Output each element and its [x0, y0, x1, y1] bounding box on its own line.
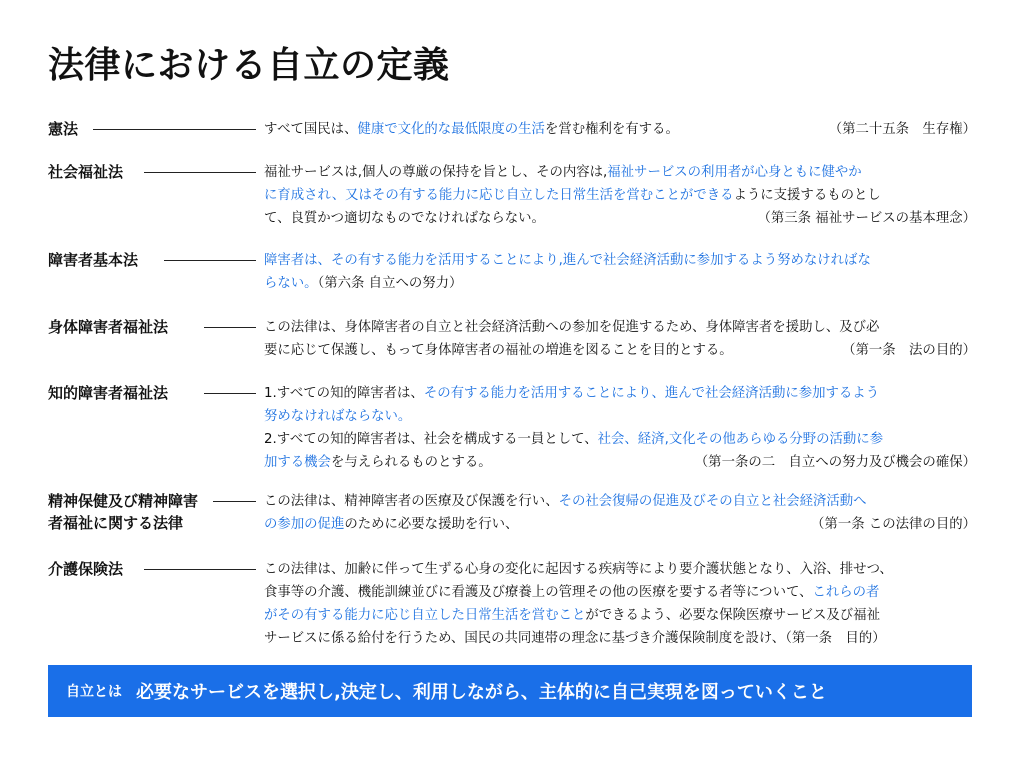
law-text-line: [264, 118, 976, 141]
text-segment: サービスに係る給付を行うため、国民の共同連帯の理念に基づき介護保険制度を設け、（第一条 目的）: [264, 631, 886, 646]
highlighted-text: 加する機会: [264, 455, 331, 470]
leader-line: [144, 172, 256, 173]
law-text-line: [264, 207, 976, 230]
banner-text: 必要なサービスを選択し,決定し、利用しながら、主体的に自己実現を図っていくこと: [136, 682, 827, 703]
law-text-line: [264, 490, 976, 513]
law-name: 社会福祉法: [48, 163, 124, 181]
law-name: 身体障害者福祉法: [48, 318, 169, 336]
law-text: [264, 382, 976, 474]
law-text-line: [264, 249, 976, 272]
law-name: 障害者基本法: [48, 251, 139, 269]
highlighted-text: 福祉サービスの利用者が心身ともに健やか: [607, 165, 862, 180]
law-name: 介護保険法: [48, 560, 124, 578]
law-text: [264, 558, 976, 650]
highlighted-text: らない。: [264, 276, 318, 291]
leader-line: [213, 501, 256, 502]
law-name-line: 精神保健及び精神障害: [48, 492, 199, 510]
law-text-line: [264, 316, 976, 339]
law-text-line: [264, 405, 976, 428]
law-text: [264, 249, 976, 295]
law-text-line: [264, 451, 976, 474]
highlighted-text: 健康で文化的な最低限度の生活: [357, 122, 545, 137]
text-segment: 要に応じて保護し、もって身体障害者の福祉の増進を図ることを目的とする。: [264, 343, 733, 358]
law-text-line: [264, 184, 976, 207]
article-reference: （第一条 法の目的）: [842, 343, 976, 358]
text-segment: のために必要な援助を行い、: [344, 517, 519, 532]
text-segment: この法律は、精神障害者の医療及び保護を行い、: [264, 494, 559, 509]
highlighted-text: その社会復帰の促進及びその自立と社会経済活動へ: [558, 494, 867, 509]
highlighted-text: 努めなければならない。: [264, 409, 412, 424]
law-text-line: [264, 272, 976, 295]
law-name: 憲法: [48, 120, 79, 138]
leader-line: [164, 260, 256, 261]
highlighted-text: その有する能力を活用することにより、進んで社会経済活動に参加するよう: [423, 386, 880, 401]
text-segment: を営む権利を有する。: [544, 122, 679, 137]
highlighted-text: に育成され、又はその有する能力に応じ自立した日常生活を営むことができる: [264, 188, 734, 203]
highlighted-text: 障害者は、その有する能力を活用することにより,進んで社会経済活動に参加するよう努めなければな: [264, 253, 871, 268]
article-reference: （第二十五条 生存権）: [828, 122, 976, 137]
law-text: [264, 118, 976, 141]
law-entry: [48, 249, 978, 309]
text-segment: 1.すべての知的障害者は、: [264, 386, 424, 401]
law-text-line: [264, 382, 976, 405]
law-entry: [48, 558, 978, 646]
text-segment: （第六条 自立への努力）: [317, 276, 463, 291]
law-text-line: [264, 558, 976, 581]
article-reference: （第一条 この法律の目的）: [811, 517, 976, 532]
highlighted-text: の参加の促進: [264, 517, 345, 532]
law-name: [48, 490, 198, 534]
article-reference: （第三条 福祉サービスの基本理念）: [757, 211, 976, 226]
law-text-line: [264, 604, 976, 627]
law-text: [264, 490, 976, 536]
law-entry: [48, 490, 978, 550]
text-segment: ように支援するものとし: [733, 188, 881, 203]
law-text: [264, 161, 976, 230]
page-title: 法律における自立の定義: [48, 45, 450, 86]
leader-line: [204, 393, 256, 394]
law-entry: [48, 316, 978, 376]
law-text-line: [264, 339, 976, 362]
law-name: 知的障害者福祉法: [48, 384, 169, 402]
text-segment: ができるよう、必要な保険医療サービス及び福祉: [585, 608, 880, 623]
text-segment: この法律は、身体障害者の自立と社会経済活動への参加を促進するため、身体障害者を援助し、及び必: [264, 320, 880, 335]
law-text-line: [264, 627, 976, 650]
leader-line: [144, 569, 256, 570]
law-name-line: 者福祉に関する法律: [48, 514, 184, 532]
law-text-line: [264, 428, 976, 451]
text-segment: 福祉サービスは,個人の尊厳の保持を旨とし、その内容は,: [264, 165, 608, 180]
text-segment: この法律は、加齢に伴って生ずる心身の変化に起因する疾病等により要介護状態となり、入浴、排せつ、: [264, 562, 893, 577]
leader-line: [204, 327, 256, 328]
text-segment: 2.すべての知的障害者は、社会を構成する一員として、: [264, 432, 598, 447]
text-segment: すべて国民は、: [264, 122, 358, 137]
law-entry: [48, 382, 978, 470]
definition-banner: [48, 665, 972, 717]
leader-line: [93, 129, 256, 130]
text-segment: 食事等の介護、機能訓練並びに看護及び療養上の管理その他の医療を要する者等について、: [264, 585, 813, 600]
law-text-line: [264, 513, 976, 536]
highlighted-text: がその有する能力に応じ自立した日常生活を営むこと: [264, 608, 586, 623]
highlighted-text: 社会、経済,文化その他あらゆる分野の活動に参: [597, 432, 884, 447]
text-segment: を与えられるものとする。: [330, 455, 492, 470]
text-segment: て、良質かつ適切なものでなければならない。: [264, 211, 545, 226]
highlighted-text: これらの者: [812, 585, 880, 600]
banner-label: 自立とは: [66, 684, 122, 700]
law-text-line: [264, 581, 976, 604]
law-text: [264, 316, 976, 362]
article-reference: （第一条の二 自立への努力及び機会の確保）: [694, 455, 976, 470]
law-text-line: [264, 161, 976, 184]
law-entry: [48, 161, 978, 226]
